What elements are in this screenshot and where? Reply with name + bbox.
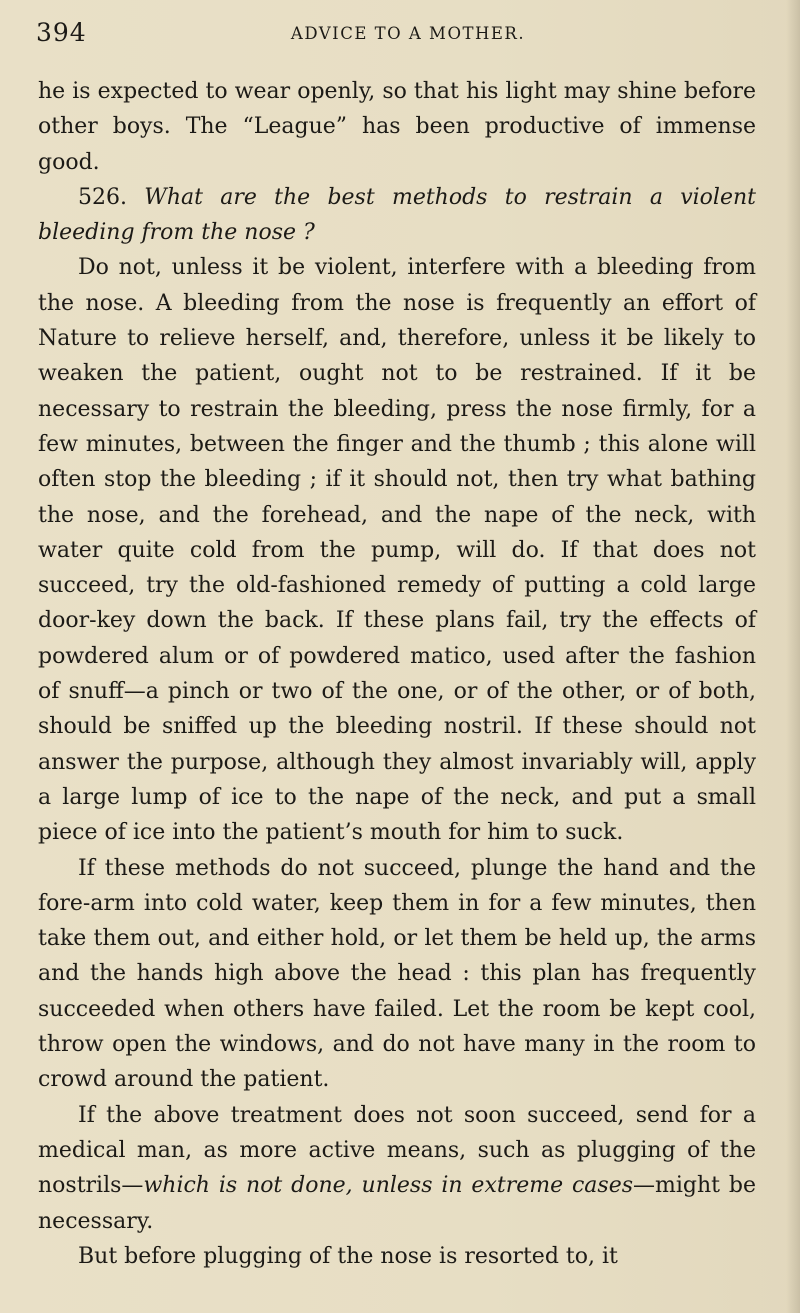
paragraph-continuation: he is expected to wear openly, so that his light may shine before other boys. The “League” has been productive of immense good. (38, 79, 756, 175)
page-header (36, 18, 780, 58)
answer-paragraph-3-italic: which is not done, unless in extreme cases (143, 1173, 634, 1199)
answer-paragraph-3 (38, 1098, 756, 1239)
page-edge-shadow (786, 0, 800, 1313)
question-number: 526. (78, 184, 127, 210)
running-head: ADVICE TO A MOTHER. (290, 24, 526, 43)
body-text (38, 74, 756, 1274)
answer-paragraph-3-end: —might be necessary. (38, 1173, 756, 1234)
question-526 (38, 180, 756, 251)
page-number: 394 (36, 18, 87, 47)
answer-paragraph-4: But before plugging of the nose is resorted to, it (78, 1243, 618, 1269)
answer-paragraph-1: Do not, unless it be violent, interfere with a bleeding from the nose. A bleeding from the nose is frequently an effort of Nature to relieve herself, and, therefore, unless it be likely to weaken the patient, ought not to be restrained. If it be necessary to restrain the bleeding, press the nose firmly, for a few minutes, between the finger and the thumb ; this alone will often stop the bleeding ; if it should not, then try what bathing the nose, and the forehead, and the nape of the neck, with water quite cold from the pump, will do. If that does not succeed, try the old-fashioned remedy of putting a cold large door-key down the back. If these plans fail, try the effects of powdered alum or of powdered matico, used after the fashion of snuff—a pinch or two of the one, or of the other, or of both, should be sniffed up the bleeding nostril. If these should not answer the purpose, although they almost invariably will, apply a large lump of ice to the nape of the neck, and put a small piece of ice into the patient’s mouth for him to suck. (38, 255, 756, 846)
answer-paragraph-2: If these methods do not succeed, plunge the hand and the fore-arm into cold water, keep them in for a few minutes, then take them out, and either hold, or let them be held up, the arms and the hands high above the head : this plan has frequently succeeded when others have failed. Let the room be kept cool, throw open the windows, and do not have many in the room to crowd around the patient. (38, 855, 756, 1093)
answer-paragraph-3-start: If the above treatment does not soon succeed, send for a medical man, as more active means, such as plugging of the nostrils— (38, 1102, 756, 1199)
question-text: What are the best methods to restrain a violent bleeding from the nose ? (38, 184, 756, 246)
